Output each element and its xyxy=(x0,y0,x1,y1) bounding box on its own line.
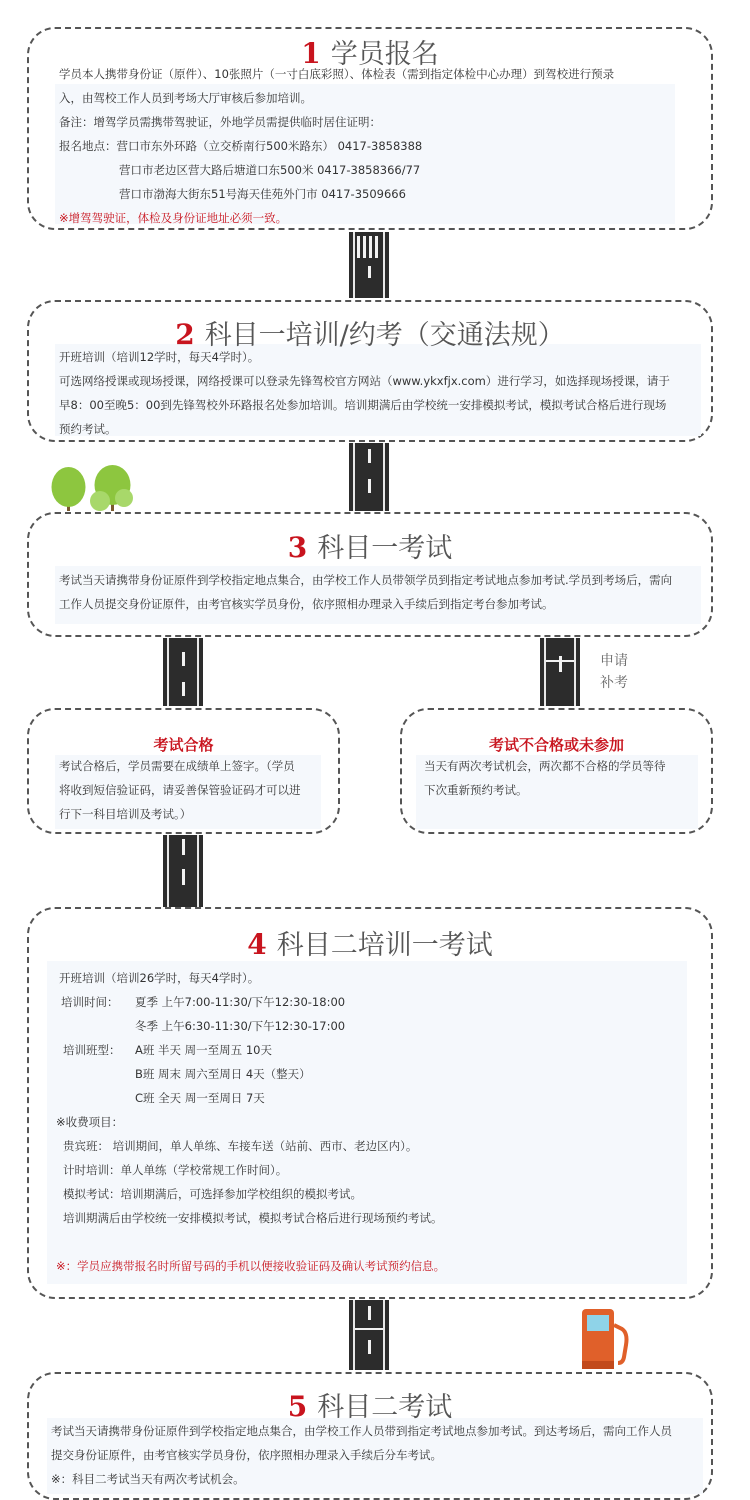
step3-box xyxy=(27,512,713,637)
fail-title: 考试不合格或未参加 xyxy=(488,736,624,754)
pass-line-1: 考试合格后，学员需要在成绩单上签字。（学员 xyxy=(59,759,295,773)
step1-line-2: 入，由驾校工作人员到考场大厅审核后参加培训。 xyxy=(59,91,312,105)
step2-line-1: 开班培训（培训12学时，每天4学时）。 xyxy=(59,350,260,364)
pass-box xyxy=(27,708,340,834)
step2-line-4: 预约考试。 xyxy=(59,422,117,436)
road-connector-3a xyxy=(163,638,203,706)
pass-line-3: 行下一科目培训及考试。） xyxy=(59,807,192,821)
step4-time-label: 培训时间： xyxy=(61,995,119,1009)
step1-line-4: 报名地点：营口市东外环路（立交桥南行500米路东） 0417-3858388 xyxy=(59,139,423,153)
step5-line-3: ※：科目二考试当天有两次考试机会。 xyxy=(51,1472,245,1486)
fail-line-1: 当天有两次考试机会，两次都不合格的学员等待 xyxy=(424,759,666,773)
step5-line-1: 考试当天请携带身份证原件到学校指定地点集合，由学校工作人员带到指定考试地点参加考试。到达考场后，需向工作人员 xyxy=(51,1424,672,1438)
step4-box xyxy=(27,907,713,1299)
road-connector-3b xyxy=(540,638,580,706)
fail-line-2: 下次重新预约考试。 xyxy=(424,783,528,797)
fuel-pump-icon xyxy=(580,1305,632,1371)
step2-line-3: 早8：00至晚5：00到先锋驾校外环路报名处参加培训。培训期满后由学校统一安排模拟考试，模拟考试合格后进行现场 xyxy=(59,398,667,412)
step3-line-1: 考试当天请携带身份证原件到学校指定地点集合，由学校工作人员带领学员到指定考试地点参加考试.学员到考场后，需向 xyxy=(59,573,673,587)
step1-line-1: 学员本人携带身份证（原件）、10张照片（一寸白底彩照）、体检表（需到指定体检中心办理）到驾校进行预录 xyxy=(59,67,615,81)
step1-line-6: 营口市渤海大街东51号海天佳苑外门市 0417-3509666 xyxy=(119,187,406,201)
step4-fee-label: ※收费项目： xyxy=(56,1115,124,1129)
step4-class-label: 培训班型： xyxy=(63,1043,121,1057)
tree-icon xyxy=(48,465,138,513)
step2-box xyxy=(27,300,713,442)
road-connector-5 xyxy=(349,1300,389,1370)
step5-box xyxy=(27,1372,713,1500)
step5-line-2: 提交身份证原件，由考官核实学员身份，依序照相办理录入手续后分车考试。 xyxy=(51,1448,442,1462)
step4-vip: 贵宾班： 培训期间，单人单练、车接车送（站前、西市、老边区内）。 xyxy=(63,1139,418,1153)
step4-intro: 开班培训（培训26学时，每天4学时）。 xyxy=(59,971,260,985)
step1-box xyxy=(27,27,713,230)
step2-line-2: 可选网络授课或现场授课，网络授课可以登录先锋驾校官方网站（www.ykxfjx.com）进行学习，如选择现场授课，请于 xyxy=(59,374,670,388)
step5-title: 5 科目二考试 xyxy=(287,1390,453,1423)
fail-box xyxy=(400,708,713,834)
retest-label: 申请 补考 xyxy=(600,653,628,691)
step1-title: 1 学员报名 xyxy=(301,37,439,70)
step1-line-5: 营口市老边区营大路后塘道口东500米 0417-3858366/77 xyxy=(119,163,421,177)
step4-mock: 模拟考试：培训期满后，可选择参加学校组织的模拟考试。 xyxy=(63,1187,362,1201)
step4-class-b: B班 周末 周六至周日 4天（整天） xyxy=(135,1067,311,1081)
road-connector-2 xyxy=(349,443,389,511)
step3-line-2: 工作人员提交身份证原件，由考官核实学员身份，依序照相办理录入手续后到指定考台参加考试。 xyxy=(59,597,554,611)
step4-hourly: 计时培训：单人单练（学校常规工作时间）。 xyxy=(63,1163,288,1177)
step4-winter: 冬季 上午6:30-11:30/下午12:30-17:00 xyxy=(135,1019,346,1033)
step3-title: 3 科目一考试 xyxy=(287,531,453,564)
step4-summer: 夏季 上午7:00-11:30/下午12:30-18:00 xyxy=(135,995,346,1009)
step2-title: 2 科目一培训/约考（交通法规） xyxy=(175,318,565,351)
step4-title: 4 科目二培训一考试 xyxy=(247,928,493,961)
step4-class-a: A班 半天 周一至周五 10天 xyxy=(135,1043,272,1057)
pass-title: 考试合格 xyxy=(153,736,214,754)
step1-note: ※增驾驾驶证，体检及身份证地址必须一致。 xyxy=(59,211,288,225)
crosswalk xyxy=(357,236,381,258)
road-connector-1 xyxy=(349,232,389,298)
pass-line-2: 将收到短信验证码，请妥善保管验证码才可以进 xyxy=(59,783,301,797)
step1-line-3: 备注：增驾学员需携带驾驶证，外地学员需提供临时居住证明： xyxy=(59,115,381,129)
road-connector-4 xyxy=(163,835,203,907)
step4-after: 培训期满后由学校统一安排模拟考试，模拟考试合格后进行现场预约考试。 xyxy=(63,1211,443,1225)
step4-class-c: C班 全天 周一至周日 7天 xyxy=(135,1091,265,1105)
step4-note: ※：学员应携带报名时所留号码的手机以便接收验证码及确认考试预约信息。 xyxy=(56,1259,446,1273)
